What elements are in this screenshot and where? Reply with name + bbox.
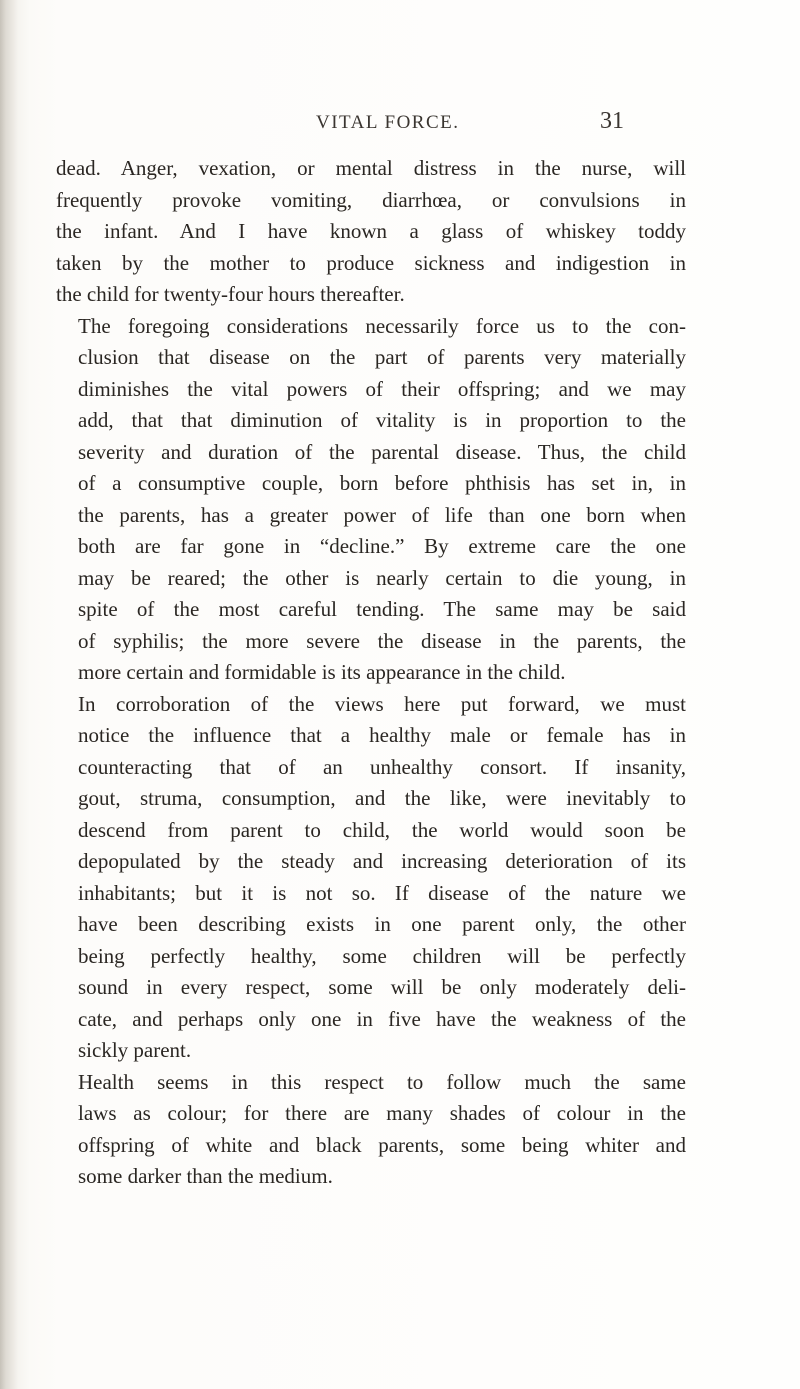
text-line: inhabitants; but it is not so. If disease of the nature we: [78, 880, 686, 905]
text-line: notice the influence that a healthy male or female has in: [78, 723, 686, 747]
paragraph-1: [56, 153, 686, 311]
text-line: depopulated by the steady and increasing deterioration of its: [78, 849, 686, 873]
text-line: Health seems in this respect to follow much the same: [78, 1069, 686, 1094]
text-line: both are far gone in “decline.” By extreme care the one: [78, 534, 686, 558]
text-line: some darker than the medium.: [78, 1164, 333, 1188]
text-line: the parents, has a greater power of life than one born when: [78, 502, 686, 527]
text-line: The foregoing considerations necessarily force us to the con-: [78, 313, 686, 338]
text-line: severity and duration of the parental disease. Thus, the child: [78, 439, 686, 464]
paragraph-2: [56, 311, 686, 689]
paragraph-4: [56, 1067, 686, 1193]
text-line: have been describing exists in one parent only, the other: [78, 912, 686, 936]
running-header: [0, 108, 800, 142]
text-line: offspring of white and black parents, some being whiter and: [78, 1132, 686, 1157]
page-gutter-shadow: [0, 0, 18, 1389]
paragraph-3: [56, 689, 686, 1067]
text-line: counteracting that of an unhealthy consort. If insanity,: [78, 754, 686, 779]
page-number: 31: [600, 108, 624, 134]
text-line: diminishes the vital powers of their offspring; and we may: [78, 376, 686, 401]
text-line: more certain and formidable is its appearance in the child.: [78, 660, 566, 684]
text-line: of syphilis; the more severe the disease in the parents, the: [78, 628, 686, 653]
text-line: add, that that diminution of vitality is in proportion to the: [78, 408, 686, 432]
text-line: In corroboration of the views here put forward, we must: [78, 691, 686, 716]
text-line: clusion that disease on the part of parents very materially: [78, 345, 686, 369]
text-line: descend from parent to child, the world would soon be: [78, 817, 686, 842]
text-line: dead. Anger, vexation, or mental distress in the nurse, will: [56, 156, 686, 180]
text-line: laws as colour; for there are many shades of colour in the: [78, 1101, 686, 1125]
text-line: the child for twenty-four hours thereafter.: [56, 282, 405, 306]
text-line: spite of the most careful tending. The same may be said: [78, 597, 686, 621]
text-line: may be reared; the other is nearly certain to die young, in: [78, 565, 686, 590]
text-line: sickly parent.: [78, 1038, 192, 1062]
text-line: frequently provoke vomiting, diarrhœa, or convulsions in: [56, 187, 686, 212]
text-line: being perfectly healthy, some children will be perfectly: [78, 943, 686, 968]
text-line: the infant. And I have known a glass of whiskey toddy: [56, 219, 686, 243]
text-line: sound in every respect, some will be only moderately deli-: [78, 975, 686, 999]
running-title: VITAL FORCE.: [316, 112, 460, 133]
text-line: cate, and perhaps only one in five have the weakness of the: [78, 1006, 686, 1031]
text-line: gout, struma, consumption, and the like, were inevitably to: [78, 786, 686, 810]
text-line: taken by the mother to produce sickness and indigestion in: [56, 250, 686, 275]
body-text: [56, 153, 686, 1193]
text-line: of a consumptive couple, born before phthisis has set in, in: [78, 471, 686, 495]
